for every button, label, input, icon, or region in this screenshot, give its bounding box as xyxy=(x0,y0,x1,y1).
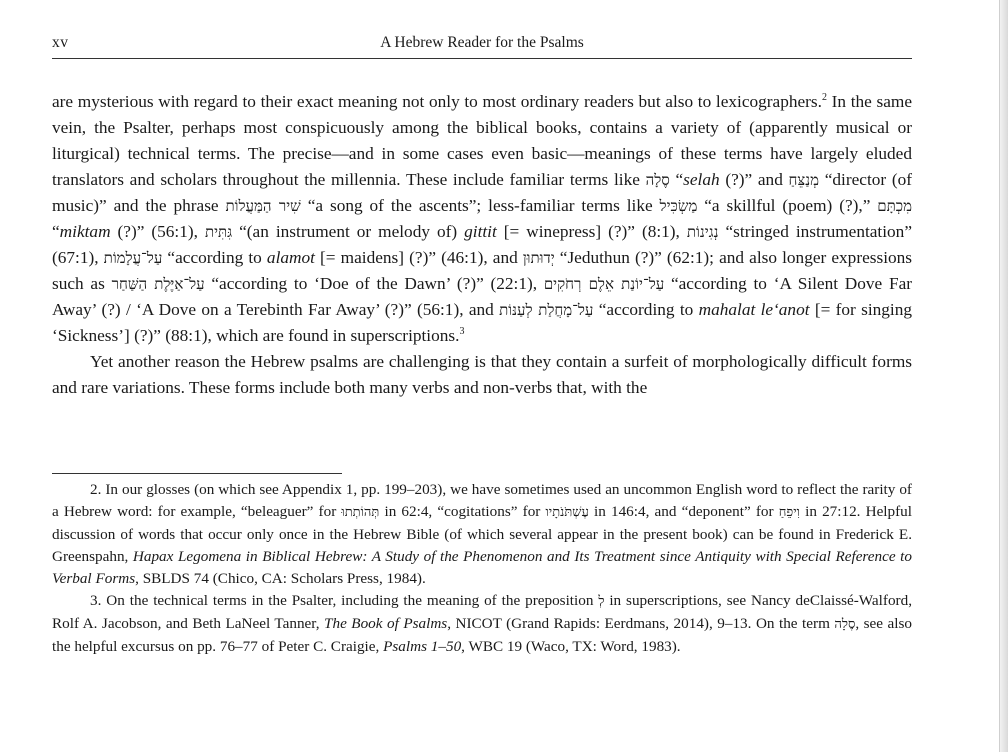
hebrew-term-ayelet-hashachar: עַל־אַיֶּלֶת הַשַּׁחַר xyxy=(111,275,205,293)
text-run: , see also the helpful excursus on pp. 76–77 of Peter C. Craigie, xyxy=(52,615,913,655)
transliteration-machalat: mahalat le‘anot xyxy=(698,300,810,319)
hebrew-term-menatseach: מְנַצֵּחַ xyxy=(788,171,820,189)
footnote-2 xyxy=(52,479,912,590)
page-number: xv xyxy=(52,34,69,51)
text-run: “according to xyxy=(162,248,267,267)
text-run: , NICOT (Grand Rapids: Eerdmans, 2014), 9–13. On the term xyxy=(447,615,835,632)
text-run: in superscriptions, see Nancy deClaissé-Walford, Rolf A. Jacobson, and Beth LaNeel Tanner, xyxy=(52,592,912,632)
cited-book-title: The Book of Psalms xyxy=(324,615,448,632)
text-run: in 146:4, and “deponent” for xyxy=(588,503,779,520)
hebrew-term-shir-hamaalot: שִׁיר הַמַּעֲלוֹת xyxy=(225,197,301,215)
text-run: , WBC 19 (Waco, TX: Word, 1983). xyxy=(461,638,681,655)
text-run: “according to xyxy=(593,300,699,319)
hebrew-term-yedutun: יְדוּתוּן xyxy=(522,249,555,267)
text-run: (?)” and xyxy=(719,170,789,189)
text-run: “according to ‘A Silent Dove Far Away’ (?) / ‘A Dove on a Terebinth Far Away’ (?)” (56:1), and xyxy=(52,274,913,319)
window-scroll-edge xyxy=(999,0,1008,752)
text-run: 3. On the technical terms in the Psalter, including the meaning of the preposition xyxy=(90,592,599,609)
transliteration-selah: selah xyxy=(683,170,720,189)
text-run: [= maidens] (?)” (46:1), and xyxy=(314,248,523,267)
text-run: (?)” (56:1), xyxy=(110,222,205,241)
paragraph-2: Yet another reason the Hebrew psalms are challenging is that they contain a surfeit of morphologically difficult forms and rare variations. These forms include both many verbs and non-verbs that, with the xyxy=(52,352,912,397)
hebrew-term-miktam: מִכְתָּם xyxy=(877,197,913,215)
hebrew-word-selah: סֶלָה xyxy=(834,617,856,632)
text-run: “according to ‘Doe of the Dawn’ (?)” (22:1), xyxy=(204,274,544,293)
running-head xyxy=(52,33,912,57)
hebrew-term-maskil: מַשְׂכִּיל xyxy=(659,197,698,215)
cited-book-title: Hapax Legomena in Biblical Hebrew: A Study of the Phenomenon and Its Treatment since Antiquity with Special Reference to Verbal Forms xyxy=(52,548,912,587)
running-title: A Hebrew Reader for the Psalms xyxy=(380,34,584,51)
cited-book-title: Psalms 1–50 xyxy=(383,638,462,655)
hebrew-term-machalat: עַל־מָחֲלַת לְעַנּוֹת xyxy=(499,301,594,319)
footnote-separator xyxy=(52,473,342,474)
text-run: “(an instrument or melody of) xyxy=(232,222,465,241)
hebrew-preposition-le: לְ xyxy=(598,594,605,609)
hebrew-word-tehotetu: תְּהוֹתְתוּ xyxy=(341,505,380,520)
text-run: In the same vein, the Psalter, perhaps most conspicuously among the biblical books, contains a variety of (apparently musical or liturgical) technical terms. The precise—and in some cases even basic—meanings of these terms have largely eluded translators and scholars throughout the millennia. These include familiar terms like xyxy=(52,92,912,189)
text-run: in 27:12. Helpful discussion of words that occur only once in the Hebrew Bible (of which several appear in the present book) can be found in Frederick E. Greenspahn, xyxy=(52,503,912,565)
transliteration-miktam: miktam xyxy=(59,222,111,241)
text-run: “a skillful (poem) (?),” xyxy=(697,196,878,215)
text-run: “director (of music)” and the phrase xyxy=(52,170,912,215)
hebrew-word-eshtonotav: עֶשְׁתֹּנֹתָיו xyxy=(545,505,589,520)
text-run: “stringed instrumentation” (67:1), xyxy=(52,222,912,267)
hebrew-term-alamot: עַל־עֲלָמוֹת xyxy=(103,249,163,267)
header-rule xyxy=(52,58,912,59)
text-run: [= winepress] (?)” (8:1), xyxy=(496,222,687,241)
text-run: 2. In our glosses (on which see Appendix 1, pp. 199–203), we have sometimes used an uncommon English word to reflect the rarity of a Hebrew word: for example, “beleaguer” for xyxy=(52,481,912,520)
hebrew-term-yonat-elem: עַל־יוֹנַת אֵלֶם רְחֹקִים xyxy=(543,275,665,293)
text-run: are mysterious with regard to their exact meaning not only to most ordinary readers but also to lexicographers. xyxy=(52,92,822,111)
hebrew-term-neginot: נְגִינוֹת xyxy=(686,223,719,241)
text-run: “ xyxy=(52,222,60,241)
footnote-ref-2[interactable]: 2 xyxy=(821,92,827,104)
footnote-3 xyxy=(52,590,912,658)
text-run: “a song of the ascents”; less-familiar terms like xyxy=(300,196,660,215)
footnotes xyxy=(52,479,912,658)
hebrew-word-yafeach: וִיפֵחַ xyxy=(778,505,800,520)
text-run: in 62:4, “cogitations” for xyxy=(379,503,546,520)
text-run: “ xyxy=(669,170,684,189)
main-text xyxy=(52,89,912,401)
text-run: [= for singing ‘Sickness’] (?)” (88:1), which are found in superscriptions. xyxy=(52,300,912,345)
transliteration-gittit: gittit xyxy=(464,222,497,241)
text-run: , SBLDS 74 (Chico, CA: Scholars Press, 1984). xyxy=(135,570,426,587)
footnote-ref-3[interactable]: 3 xyxy=(459,326,465,338)
transliteration-alamot: alamot xyxy=(266,248,315,267)
paragraph-1 xyxy=(52,89,912,349)
text-run: “Jeduthun (?)” (62:1); and also longer expressions such as xyxy=(52,248,913,293)
hebrew-term-gittit: גִּתִּית xyxy=(204,223,233,241)
hebrew-term-selah: סֶלָה xyxy=(645,171,670,189)
